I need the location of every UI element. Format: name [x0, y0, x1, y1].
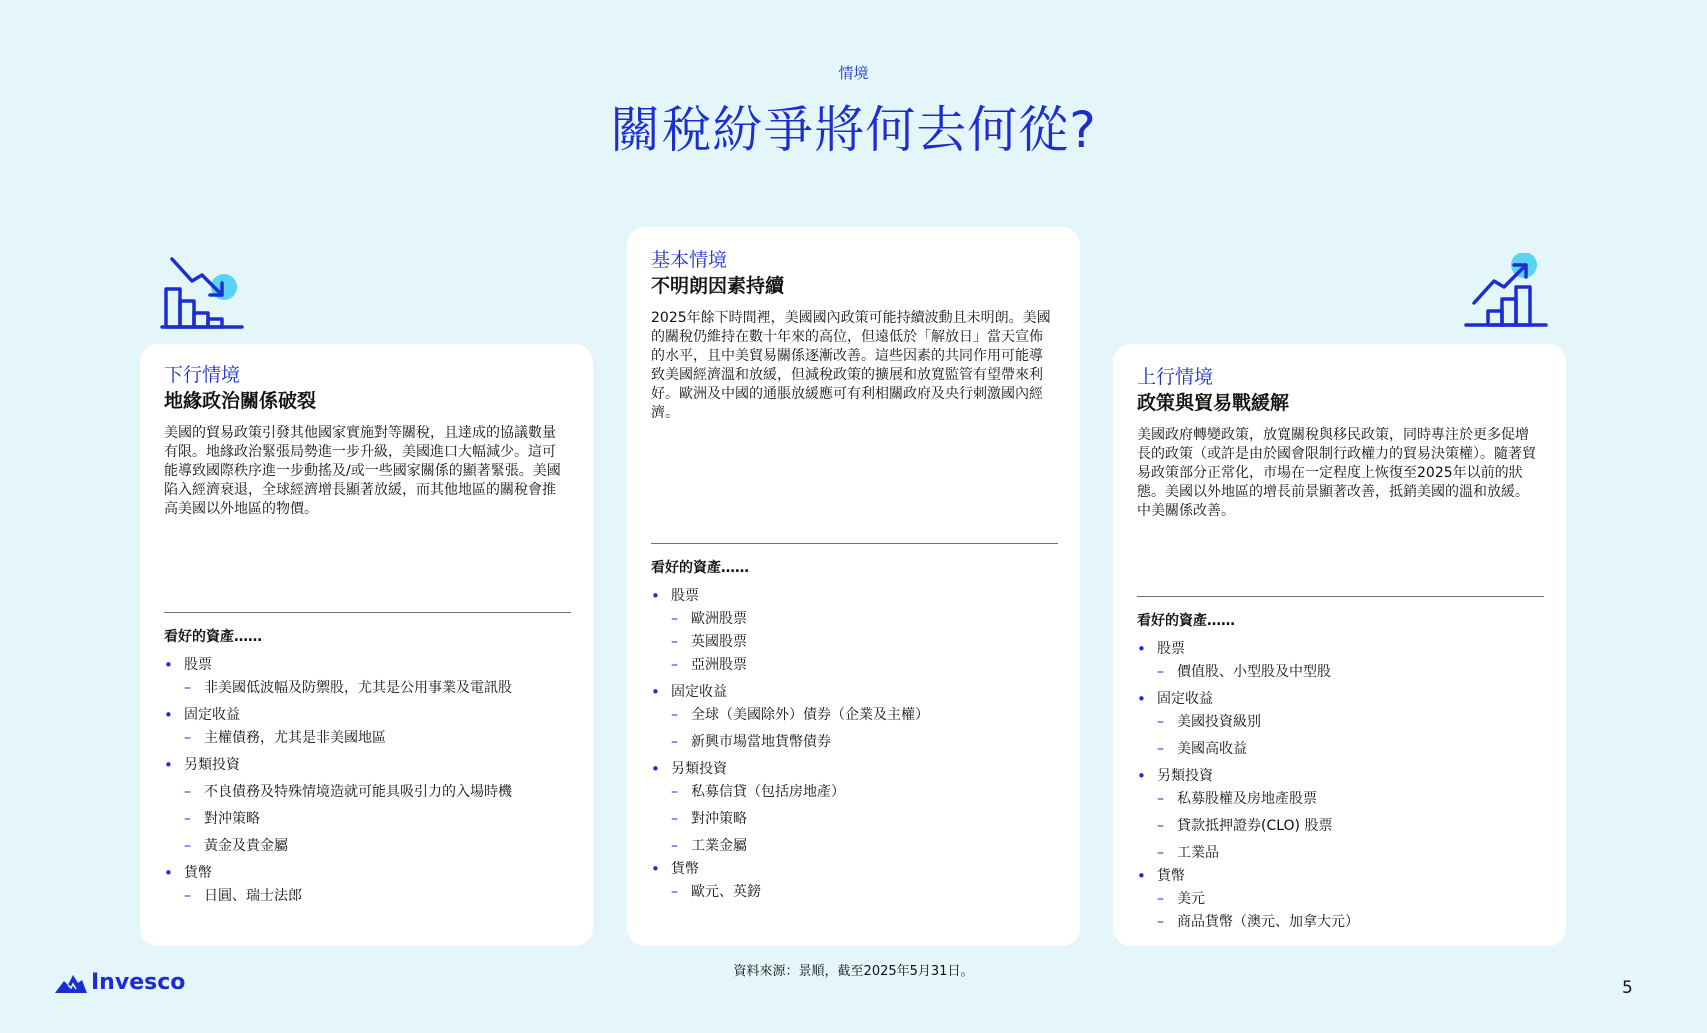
asset-item: – 美元 — [1157, 888, 1547, 911]
asset-item: – 工業金屬 — [671, 835, 1061, 858]
trend-up-chart-icon — [1464, 253, 1550, 328]
asset-category: • 股票 – 非美國低波幅及防禦股，尤其是公用事業及電訊股 — [164, 654, 574, 700]
asset-item: – 日圓、瑞士法郎 — [184, 885, 574, 908]
page-number: 5 — [1622, 978, 1633, 998]
asset-item: – 貸款抵押證券(CLO) 股票 — [1157, 815, 1547, 838]
scenario-description: 2025年餘下時間裡，美國國內政策可能持續波動且未明朗。美國的關稅仍維持在數十年來的高位，但遠低於「解放日」當天宣佈的水平，且中美貿易關係逐漸改善。這些因素的共同作用可能導致美國經濟溫和放緩，但減稅政策的擴展和放寬監管有望帶來利好。歐洲及中國的通脹放緩應可有利相關政府及央行刺激國內經濟。 — [651, 310, 1051, 421]
asset-item: – 主權債務，尤其是非美國地區 — [184, 727, 574, 750]
asset-item: – 新興市場當地貨幣債券 — [671, 731, 1061, 754]
asset-category: • 貨幣 – 美元 – 商品貨幣（澳元、加拿大元） — [1137, 865, 1547, 934]
asset-category: • 另類投資 – 私募股權及房地產股票 – 貸款抵押證券(CLO) 股票 – 工業品 — [1137, 765, 1547, 865]
asset-category: • 股票 – 歐洲股票 – 英國股票 – 亞洲股票 — [651, 585, 1061, 677]
scenario-label: 上行情境 — [1137, 366, 1214, 388]
asset-category: • 另類投資 – 私募信貸（包括房地產） – 對沖策略 – 工業金屬 — [651, 758, 1061, 858]
asset-item: – 商品貨幣（澳元、加拿大元） — [1157, 911, 1547, 934]
asset-item: – 工業品 — [1157, 842, 1547, 865]
logo-text: Invesco — [91, 970, 186, 995]
assets-title: 看好的資產…… — [651, 560, 749, 576]
divider — [164, 612, 571, 613]
source-note: 資料來源：景順，截至2025年5月31日。 — [733, 964, 974, 979]
trend-down-chart-icon — [160, 255, 246, 330]
asset-item: – 私募信貸（包括房地產） — [671, 781, 1061, 804]
asset-item: – 黃金及貴金屬 — [184, 835, 574, 858]
asset-item: – 英國股票 — [671, 631, 1061, 654]
asset-item: – 私募股權及房地產股票 — [1157, 788, 1547, 811]
scenario-headline: 政策與貿易戰緩解 — [1137, 392, 1290, 414]
asset-category: • 股票 – 價值股、小型股及中型股 — [1137, 638, 1547, 684]
asset-category: • 貨幣 – 歐元、英鎊 — [651, 858, 1061, 904]
eyebrow: 情境 — [838, 64, 869, 82]
favoured-assets — [164, 626, 574, 908]
scenario-label: 基本情境 — [651, 249, 728, 271]
asset-item: – 價值股、小型股及中型股 — [1157, 661, 1547, 684]
asset-category: • 固定收益 – 美國投資級別 – 美國高收益 — [1137, 688, 1547, 761]
favoured-assets — [1137, 610, 1547, 934]
asset-category: • 另類投資 – 不良債務及特殊情境造就可能具吸引力的入場時機 – 對沖策略 – 黃金及貴金屬 — [164, 754, 574, 858]
scenario-headline: 地緣政治關係破裂 — [164, 390, 317, 412]
divider — [1137, 596, 1544, 597]
scenario-description: 美國的貿易政策引發其他國家實施對等關稅，且達成的協議數量有限。地緣政治緊張局勢進一步升級，美國進口大幅減少。這可能導致國際秩序進一步動搖及/或一些國家關係的顯著緊張。美國陷入經濟衰退，全球經濟增長顯著放緩，而其他地區的關稅會推高美國以外地區的物價。 — [164, 425, 561, 517]
favoured-assets — [651, 557, 1061, 904]
asset-item: – 美國高收益 — [1157, 738, 1547, 761]
page-title: 關稅紛爭將何去何從? — [610, 101, 1097, 159]
asset-category: • 固定收益 – 全球（美國除外）債券（企業及主權） – 新興市場當地貨幣債券 — [651, 681, 1061, 754]
scenario-card-base — [627, 227, 1080, 946]
invesco-logo — [54, 970, 185, 995]
asset-item: – 歐元、英鎊 — [671, 881, 1061, 904]
asset-item: – 全球（美國除外）債券（企業及主權） — [671, 704, 1061, 727]
scenario-headline: 不明朗因素持續 — [651, 275, 785, 297]
asset-item: – 美國投資級別 — [1157, 711, 1547, 734]
asset-category: • 固定收益 – 主權債務，尤其是非美國地區 — [164, 704, 574, 750]
asset-item: – 歐洲股票 — [671, 608, 1061, 631]
divider — [651, 543, 1058, 544]
scenario-label: 下行情境 — [164, 364, 241, 386]
asset-category: • 貨幣 – 日圓、瑞士法郎 — [164, 862, 574, 908]
scenario-card-downside — [140, 344, 593, 946]
asset-item: – 不良債務及特殊情境造就可能具吸引力的入場時機 — [184, 781, 574, 804]
asset-item: – 對沖策略 — [671, 808, 1061, 831]
asset-item: – 對沖策略 — [184, 808, 574, 831]
mountain-logo-icon — [54, 971, 88, 995]
scenario-description: 美國政府轉變政策，放寬關稅與移民政策，同時專注於更多促增長的政策（或許是由於國會限制行政權力的貿易決策權）。隨著貿易政策部分正常化，市場在一定程度上恢復至2025年以前的狀態。美國以外地區的增長前景顯著改善，抵銷美國的溫和放緩。中美關係改善。 — [1137, 427, 1536, 519]
asset-item: – 亞洲股票 — [671, 654, 1061, 677]
scenario-card-upside — [1113, 344, 1566, 946]
assets-title: 看好的資產…… — [1137, 613, 1235, 629]
assets-title: 看好的資產…… — [164, 629, 262, 645]
asset-item: – 非美國低波幅及防禦股，尤其是公用事業及電訊股 — [184, 677, 574, 700]
